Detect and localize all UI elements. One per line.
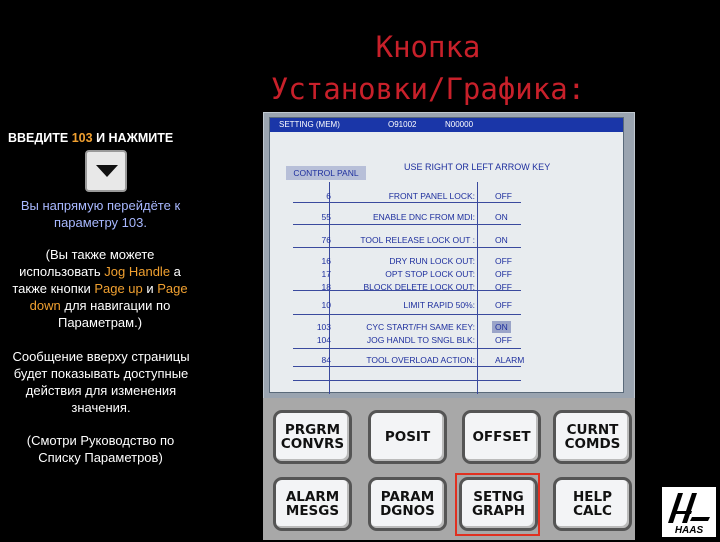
setting-label: LIMIT RAPID 50%: bbox=[403, 300, 475, 310]
manual-reference-text: (Смотри Руководство по Списку Параметров) bbox=[26, 433, 175, 465]
nav-part-2: а также кнопки bbox=[12, 264, 181, 296]
setting-label: BLOCK DELETE LOCK OUT: bbox=[363, 282, 475, 292]
enter-and: И bbox=[92, 131, 109, 145]
grid-line bbox=[293, 247, 521, 248]
alarm-mesgs-button[interactable]: ALARM MESGS bbox=[273, 477, 352, 531]
setng-graph-button[interactable]: SETNG GRAPH bbox=[459, 477, 538, 531]
control-panel-tab[interactable]: CONTROL PANL bbox=[286, 166, 366, 180]
page-title bbox=[208, 26, 648, 110]
setting-number: 18 bbox=[321, 282, 331, 292]
setting-row[interactable] bbox=[270, 299, 623, 311]
setting-label: FRONT PANEL LOCK: bbox=[388, 191, 475, 201]
nav-jog: Jog Handle bbox=[104, 264, 171, 279]
setting-row[interactable] bbox=[270, 281, 623, 293]
setting-label: CYC START/FH SAME KEY: bbox=[366, 322, 475, 332]
grid-line bbox=[293, 366, 521, 367]
setting-row[interactable] bbox=[270, 234, 623, 246]
setting-value[interactable]: OFF bbox=[495, 300, 512, 310]
navigation-hint-text bbox=[4, 246, 196, 331]
setting-number: 6 bbox=[326, 191, 331, 201]
setting-value[interactable]: ON bbox=[495, 235, 508, 245]
nav-pgup: Page up bbox=[94, 281, 143, 296]
control-screen-frame bbox=[263, 112, 635, 400]
grid-line bbox=[293, 224, 521, 225]
curnt-comds-button[interactable]: CURNT COMDS bbox=[553, 410, 632, 464]
enter-prefix: ВВЕДИТЕ bbox=[8, 131, 72, 145]
setting-row[interactable] bbox=[270, 190, 623, 202]
setting-label: JOG HANDL TO SNGL BLK: bbox=[366, 335, 475, 345]
arrow-key-hint: USE RIGHT OR LEFT ARROW KEY bbox=[404, 162, 551, 172]
grid-line bbox=[293, 380, 521, 381]
param-dgnos-button[interactable]: PARAM DGNOS bbox=[368, 477, 447, 531]
selected-key-highlight bbox=[455, 473, 540, 536]
setting-number: 104 bbox=[316, 335, 331, 345]
posit-button[interactable]: POSIT bbox=[368, 410, 447, 464]
grid-line bbox=[293, 314, 521, 315]
setting-row[interactable] bbox=[270, 268, 623, 280]
enter-suffix: НАЖМИТЕ bbox=[108, 131, 174, 145]
setting-value[interactable]: OFF bbox=[495, 256, 512, 266]
setting-number: 16 bbox=[321, 256, 331, 266]
setting-row[interactable] bbox=[270, 334, 623, 346]
offset-button[interactable]: OFFSET bbox=[462, 410, 541, 464]
enter-value: 103 bbox=[71, 131, 93, 145]
setting-value[interactable]: OFF bbox=[495, 335, 512, 345]
setting-number: 103 bbox=[316, 322, 331, 332]
grid-line bbox=[293, 348, 521, 349]
setting-number: 10 bbox=[321, 300, 331, 310]
setting-label: OPT STOP LOCK OUT: bbox=[385, 269, 475, 279]
setting-number: 55 bbox=[321, 212, 331, 222]
message-hint-text: Сообщение вверху страницы будет показывать доступные действия для изменения значения. bbox=[12, 349, 190, 415]
block-number: N00000 bbox=[445, 120, 474, 129]
prgrm-convrs-button[interactable]: PRGRM CONVRS bbox=[273, 410, 352, 464]
nav-pgdn: Page down bbox=[29, 281, 188, 313]
setting-label: DRY RUN LOCK OUT: bbox=[389, 256, 475, 266]
haas-logo-icon bbox=[662, 487, 716, 537]
setting-label: TOOL RELEASE LOCK OUT : bbox=[360, 235, 475, 245]
status-bar bbox=[270, 118, 623, 132]
setting-row[interactable] bbox=[270, 321, 623, 333]
title-line-2: Установки/Графика: bbox=[270, 72, 586, 106]
setting-row[interactable] bbox=[270, 255, 623, 267]
title-line-1: Кнопка bbox=[375, 30, 481, 64]
grid-line bbox=[293, 202, 521, 203]
setting-number: 84 bbox=[321, 355, 331, 365]
nav-part-1: (Вы также можете использовать bbox=[19, 247, 155, 279]
nav-part-4: для навигации по Параметрам.) bbox=[57, 298, 171, 330]
setting-value[interactable]: ALARM bbox=[495, 355, 525, 365]
setting-number: 76 bbox=[321, 235, 331, 245]
setting-value[interactable]: OFF bbox=[495, 282, 512, 292]
down-arrow-key-icon bbox=[85, 150, 127, 192]
program-number: O91002 bbox=[388, 120, 417, 129]
logo-text: HAAS bbox=[674, 525, 704, 536]
setting-label: TOOL OVERLOAD ACTION: bbox=[366, 355, 475, 365]
mode-status: SETTING (MEM) bbox=[279, 120, 340, 129]
settings-screen bbox=[269, 117, 624, 393]
enter-instruction bbox=[8, 130, 193, 147]
setting-value[interactable]: OFF bbox=[495, 191, 512, 201]
nav-part-3: и bbox=[142, 281, 158, 296]
setting-value[interactable]: OFF bbox=[495, 269, 512, 279]
setting-row[interactable] bbox=[270, 354, 623, 366]
setting-value[interactable]: ON bbox=[492, 321, 511, 333]
setting-value[interactable]: ON bbox=[495, 212, 508, 222]
setting-label: ENABLE DNC FROM MDI: bbox=[372, 212, 475, 222]
direct-jump-text: Вы напрямую перейдёте к параметру 103. bbox=[20, 198, 181, 230]
help-calc-button[interactable]: HELP CALC bbox=[553, 477, 632, 531]
setting-number: 17 bbox=[321, 269, 331, 279]
setting-row[interactable] bbox=[270, 211, 623, 223]
